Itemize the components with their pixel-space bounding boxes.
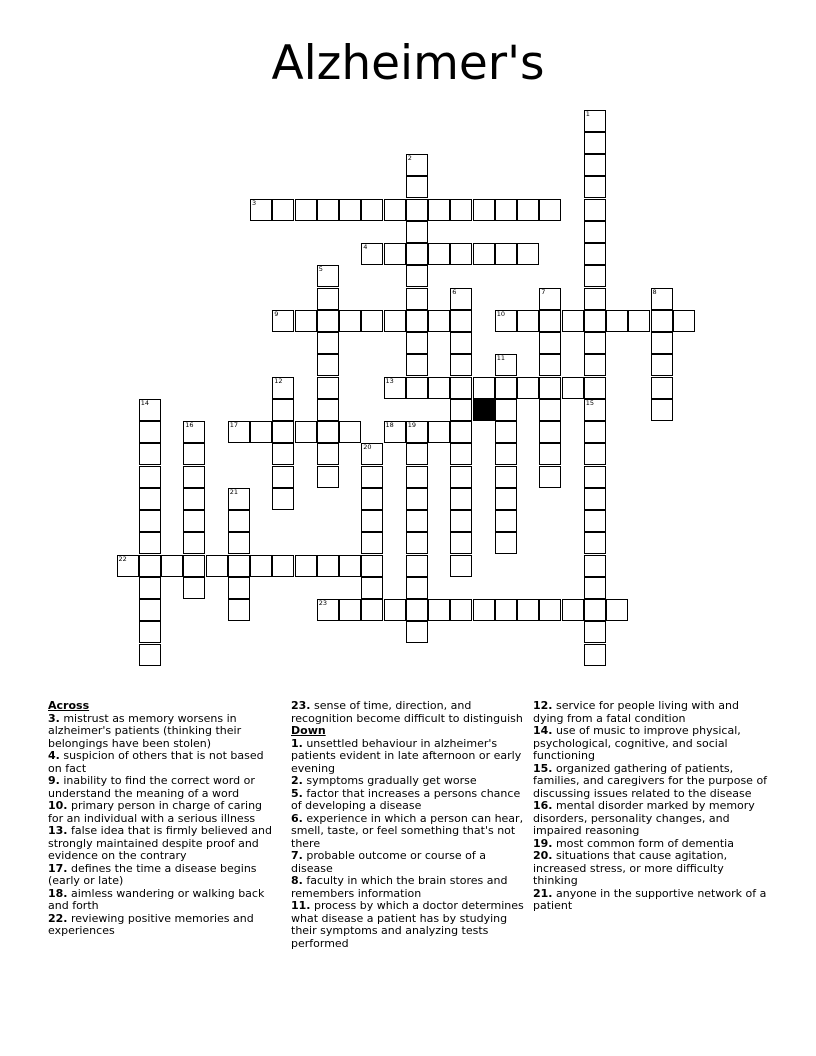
grid-cell[interactable] [272, 377, 294, 399]
clue-text: inability to find the correct word or understand the meaning of a word [48, 774, 255, 800]
clue-number: 23. [291, 699, 311, 712]
grid-cell[interactable] [339, 555, 361, 577]
down-clue-list [291, 738, 527, 951]
grid-cell[interactable] [361, 199, 383, 221]
clue-item [48, 863, 276, 888]
grid-cell[interactable] [450, 466, 472, 488]
grid-cell[interactable] [495, 599, 517, 621]
grid-cell[interactable] [584, 577, 606, 599]
grid-cell[interactable] [495, 510, 517, 532]
grid-cell[interactable] [450, 555, 472, 577]
grid-cell[interactable] [673, 310, 695, 332]
grid-cell[interactable] [406, 154, 428, 176]
grid-cell[interactable] [428, 599, 450, 621]
grid-cell[interactable] [584, 243, 606, 265]
clue-item [291, 700, 527, 725]
grid-cell[interactable] [651, 399, 673, 421]
grid-cell[interactable] [339, 599, 361, 621]
grid-cell[interactable] [339, 199, 361, 221]
grid-cell[interactable] [450, 354, 472, 376]
grid-cell[interactable] [651, 310, 673, 332]
across-heading: Across [48, 699, 90, 712]
grid-cell[interactable] [272, 310, 294, 332]
grid-cell[interactable] [361, 443, 383, 465]
grid-cell[interactable] [361, 532, 383, 554]
grid-cell[interactable] [384, 199, 406, 221]
grid-cell[interactable] [450, 377, 472, 399]
grid-cell[interactable] [517, 310, 539, 332]
grid-cell[interactable] [317, 310, 339, 332]
grid-cell[interactable] [450, 243, 472, 265]
grid-cell[interactable] [539, 288, 561, 310]
grid-cell[interactable] [339, 421, 361, 443]
cell-number: 15 [585, 398, 595, 407]
grid-cell[interactable] [539, 377, 561, 399]
clue-number: 4. [48, 749, 60, 762]
grid-cell[interactable] [584, 377, 606, 399]
clue-item [533, 850, 769, 888]
grid-cell[interactable] [272, 421, 294, 443]
clue-text: faculty in which the brain stores and remembers information [291, 874, 508, 900]
grid-cell[interactable] [406, 176, 428, 198]
grid-cell[interactable] [428, 310, 450, 332]
grid-cell[interactable] [495, 488, 517, 510]
grid-cell[interactable] [584, 555, 606, 577]
cell-number: 12 [274, 376, 283, 385]
clue-number: 5. [291, 786, 303, 800]
grid-cell[interactable] [317, 421, 339, 443]
grid-cell[interactable] [317, 354, 339, 376]
grid-cell[interactable] [495, 399, 517, 421]
clue-item [291, 875, 527, 900]
grid-cell[interactable] [406, 421, 428, 443]
grid-cell[interactable] [517, 243, 539, 265]
grid-cell[interactable] [450, 288, 472, 310]
cell-number: 5 [318, 265, 323, 274]
grid-cell[interactable] [584, 199, 606, 221]
grid-cell[interactable] [651, 354, 673, 376]
grid-cell[interactable] [139, 421, 161, 443]
clue-text: mistrust as memory worsens in alzheimer's patients (thinking their belongings have been stolen) [48, 711, 242, 750]
grid-cell[interactable] [317, 599, 339, 621]
grid-cell[interactable] [139, 466, 161, 488]
grid-cell[interactable] [495, 466, 517, 488]
clue-number: 12. [533, 699, 553, 712]
grid-cell[interactable] [584, 510, 606, 532]
grid-cell[interactable] [517, 199, 539, 221]
clue-item [533, 725, 769, 763]
clue-item [291, 738, 527, 776]
grid-cell[interactable] [183, 443, 205, 465]
clue-number: 22. [48, 911, 68, 925]
grid-cell[interactable] [495, 243, 517, 265]
grid-cell[interactable] [406, 243, 428, 265]
clue-item [533, 888, 769, 913]
clue-text: service for people living with and dying from a fatal condition [533, 699, 739, 725]
grid-cell[interactable] [272, 488, 294, 510]
grid-cell[interactable] [228, 532, 250, 554]
clue-item [533, 800, 769, 838]
clue-number: 2. [291, 774, 303, 787]
down-heading: Down [291, 724, 326, 737]
clue-item [291, 900, 527, 950]
cell-number: 8 [652, 287, 657, 296]
grid-cell[interactable] [139, 555, 161, 577]
clue-item [48, 713, 276, 751]
across-clue-list [48, 713, 276, 938]
clue-text: probable outcome or course of a disease [291, 849, 486, 875]
grid-cell[interactable] [651, 288, 673, 310]
grid-cell[interactable] [495, 310, 517, 332]
clue-text: use of music to improve physical, psychological, cognitive, and social functioning [533, 724, 741, 762]
grid-cell[interactable] [295, 199, 317, 221]
grid-cell[interactable] [117, 555, 139, 577]
clue-item [291, 850, 527, 875]
grid-cell[interactable] [495, 421, 517, 443]
clue-item [48, 775, 276, 800]
grid-cell[interactable] [183, 577, 205, 599]
grid-cell[interactable] [228, 510, 250, 532]
across-clue-list-continued [291, 700, 527, 725]
grid-cell[interactable] [317, 265, 339, 287]
grid-cell[interactable] [317, 555, 339, 577]
cell-number: 23 [318, 599, 328, 607]
grid-cell[interactable] [450, 421, 472, 443]
grid-cell[interactable] [406, 577, 428, 599]
grid-cell[interactable] [406, 221, 428, 243]
grid-cell[interactable] [250, 555, 272, 577]
cell-number: 4 [363, 243, 368, 251]
grid-cell[interactable] [272, 399, 294, 421]
grid-cell[interactable] [584, 488, 606, 510]
grid-cell[interactable] [361, 577, 383, 599]
cell-number: 11 [496, 354, 506, 363]
grid-cell[interactable] [584, 132, 606, 154]
grid-cell[interactable] [139, 532, 161, 554]
grid-cell[interactable] [450, 199, 472, 221]
cell-number: 19 [407, 421, 417, 429]
grid-cell[interactable] [139, 599, 161, 621]
clue-number: 16. [533, 799, 553, 812]
grid-cell[interactable] [295, 555, 317, 577]
cell-number: 9 [274, 309, 279, 318]
cell-number: 22 [118, 554, 127, 563]
grid-cell[interactable] [272, 443, 294, 465]
clue-text: organized gathering of patients, families, and caregivers for the purpose of discussing issues related to the disease [533, 761, 768, 800]
clue-number: 8. [291, 874, 303, 887]
grid-cell[interactable] [584, 154, 606, 176]
grid-cell[interactable] [539, 599, 561, 621]
grid-cell[interactable] [228, 555, 250, 577]
grid-cell[interactable] [406, 332, 428, 354]
grid-cell[interactable] [272, 555, 294, 577]
grid-cell[interactable] [473, 243, 495, 265]
clue-item [291, 788, 527, 813]
grid-cell[interactable] [539, 310, 561, 332]
grid-cell[interactable] [584, 310, 606, 332]
clue-text: mental disorder marked by memory disorders, personality changes, and impaired reasoning [533, 799, 755, 837]
clue-number: 14. [533, 724, 553, 737]
grid-cell[interactable] [272, 199, 294, 221]
grid-cell[interactable] [584, 288, 606, 310]
grid-cell[interactable] [228, 599, 250, 621]
grid-cell[interactable] [428, 199, 450, 221]
grid-cell[interactable] [539, 421, 561, 443]
grid-cell[interactable] [584, 110, 606, 132]
grid-cell[interactable] [406, 621, 428, 643]
grid-cell[interactable] [473, 599, 495, 621]
clue-text: suspicion of others that is not based on fact [48, 749, 264, 775]
down-clue-list-continued [533, 700, 769, 913]
grid-cell[interactable] [317, 199, 339, 221]
clue-item [533, 763, 769, 801]
grid-cell[interactable] [250, 199, 272, 221]
grid-cell[interactable] [406, 265, 428, 287]
grid-cell[interactable] [183, 510, 205, 532]
clue-text: aimless wandering or walking back and forth [48, 886, 265, 912]
grid-cell[interactable] [317, 288, 339, 310]
grid-cell[interactable] [139, 621, 161, 643]
grid-cell[interactable] [295, 310, 317, 332]
clue-text: defines the time a disease begins (early or late) [48, 861, 257, 887]
grid-cell[interactable] [361, 243, 383, 265]
grid-cell[interactable] [628, 310, 650, 332]
grid-cell[interactable] [450, 310, 472, 332]
grid-cell[interactable] [317, 332, 339, 354]
grid-cell[interactable] [539, 354, 561, 376]
grid-cell[interactable] [428, 377, 450, 399]
clue-number: 13. [48, 824, 68, 837]
clue-number: 9. [48, 774, 60, 787]
grid-cell[interactable] [450, 443, 472, 465]
clues-column-3 [533, 700, 769, 913]
grid-cell[interactable] [406, 510, 428, 532]
grid-cell[interactable] [562, 599, 584, 621]
clue-text: primary person in charge of caring for an individual with a serious illness [48, 799, 263, 825]
grid-cell[interactable] [317, 377, 339, 399]
grid-cell[interactable] [317, 466, 339, 488]
clue-number: 15. [533, 761, 553, 775]
grid-cell[interactable] [450, 510, 472, 532]
grid-cell[interactable] [406, 488, 428, 510]
clue-number: 18. [48, 886, 68, 900]
grid-cell[interactable] [584, 443, 606, 465]
grid-cell[interactable] [584, 621, 606, 643]
grid-cell[interactable] [406, 555, 428, 577]
grid-cell[interactable] [450, 599, 472, 621]
grid-cell[interactable] [384, 310, 406, 332]
cell-number: 14 [140, 398, 150, 407]
clue-item [48, 800, 276, 825]
grid-cell[interactable] [539, 399, 561, 421]
grid-cell[interactable] [317, 399, 339, 421]
clue-item [48, 750, 276, 775]
grid-cell[interactable] [183, 532, 205, 554]
clue-text: anyone in the supportive network of a patient [533, 886, 767, 912]
grid-cell[interactable] [361, 555, 383, 577]
clue-number: 1. [291, 736, 303, 750]
grid-cell[interactable] [562, 377, 584, 399]
grid-cell[interactable] [495, 354, 517, 376]
clues-column-1 [48, 700, 276, 938]
grid-cell[interactable] [584, 354, 606, 376]
cell-number: 21 [229, 487, 239, 496]
grid-cell[interactable] [361, 599, 383, 621]
grid-cell[interactable] [450, 488, 472, 510]
grid-cell[interactable] [584, 265, 606, 287]
grid-cell[interactable] [139, 443, 161, 465]
grid-cell[interactable] [183, 421, 205, 443]
grid-cell[interactable] [428, 243, 450, 265]
clue-number: 20. [533, 849, 553, 862]
cell-number: 7 [541, 287, 546, 296]
cell-number: 10 [496, 309, 506, 318]
grid-cell[interactable] [139, 644, 161, 666]
cell-number: 1 [585, 109, 590, 118]
cell-number: 18 [385, 421, 394, 429]
clue-text: process by which a doctor determines what disease a patient has by studying their symptoms and analyzing tests performed [291, 899, 524, 950]
grid-cell[interactable] [584, 421, 606, 443]
clue-item [533, 700, 769, 725]
cell-number: 16 [185, 421, 194, 429]
grid-cell[interactable] [406, 466, 428, 488]
grid-cell[interactable] [473, 199, 495, 221]
grid-cell[interactable] [406, 310, 428, 332]
grid-cell[interactable] [206, 555, 228, 577]
grid-cell[interactable] [139, 577, 161, 599]
clues-column-2 [291, 700, 527, 950]
grid-cell[interactable] [183, 555, 205, 577]
cell-number: 6 [452, 287, 457, 296]
clue-number: 17. [48, 861, 68, 875]
grid-cell[interactable] [450, 332, 472, 354]
grid-cell[interactable] [361, 510, 383, 532]
cell-number: 13 [385, 376, 394, 385]
cell-number: 17 [229, 421, 239, 429]
grid-cell[interactable] [272, 466, 294, 488]
grid-cell[interactable] [406, 199, 428, 221]
grid-cell[interactable] [406, 354, 428, 376]
grid-cell[interactable] [384, 377, 406, 399]
grid-cell[interactable] [606, 310, 628, 332]
clue-item [48, 888, 276, 913]
clue-item [48, 825, 276, 863]
clue-text: experience in which a person can hear, smell, taste, or feel something that's not there [291, 811, 524, 850]
grid-cell[interactable] [517, 599, 539, 621]
grid-cell[interactable] [584, 599, 606, 621]
grid-cell[interactable] [539, 332, 561, 354]
grid-cell[interactable] [584, 221, 606, 243]
clue-text: most common form of dementia [552, 836, 734, 850]
clue-number: 21. [533, 886, 553, 900]
grid-cell[interactable] [406, 288, 428, 310]
page-title: Alzheimer's [271, 36, 545, 91]
grid-cell[interactable] [139, 510, 161, 532]
grid-cell[interactable] [495, 443, 517, 465]
grid-cell[interactable] [139, 488, 161, 510]
grid-cell[interactable] [361, 466, 383, 488]
grid-cell[interactable] [539, 443, 561, 465]
grid-cell[interactable] [584, 466, 606, 488]
grid-cell[interactable] [495, 199, 517, 221]
grid-cell[interactable] [473, 377, 495, 399]
grid-cell[interactable] [539, 199, 561, 221]
grid-cell[interactable] [361, 310, 383, 332]
grid-cell[interactable] [406, 443, 428, 465]
clue-number: 7. [291, 849, 303, 862]
clue-text: reviewing positive memories and experiences [48, 911, 254, 937]
grid-cell[interactable] [562, 310, 584, 332]
grid-cell[interactable] [339, 310, 361, 332]
grid-cell[interactable] [651, 332, 673, 354]
clue-number: 11. [291, 899, 311, 912]
cell-number: 3 [252, 198, 257, 207]
clue-text: situations that cause agitation, increased stress, or more difficulty thinking [533, 849, 728, 887]
grid-cell[interactable] [651, 377, 673, 399]
clue-item [48, 913, 276, 938]
clue-text: sense of time, direction, and recognition become difficult to distinguish [291, 699, 523, 725]
clue-number: 10. [48, 799, 68, 812]
clue-number: 19. [533, 836, 553, 850]
grid-cell[interactable] [384, 599, 406, 621]
cell-number: 20 [363, 443, 372, 452]
grid-cell[interactable] [161, 555, 183, 577]
clue-number: 6. [291, 811, 303, 825]
grid-cell[interactable] [584, 644, 606, 666]
grid-cell[interactable] [295, 421, 317, 443]
grid-cell[interactable] [539, 466, 561, 488]
grid-cell[interactable] [495, 532, 517, 554]
clue-number: 3. [48, 711, 60, 725]
grid-cell[interactable] [250, 421, 272, 443]
grid-cell[interactable] [584, 332, 606, 354]
grid-cell[interactable] [584, 532, 606, 554]
grid-cell[interactable] [139, 399, 161, 421]
grid-cell[interactable] [584, 176, 606, 198]
grid-cell[interactable] [406, 599, 428, 621]
grid-cell[interactable] [384, 421, 406, 443]
grid-cell[interactable] [183, 488, 205, 510]
grid-cell[interactable] [495, 377, 517, 399]
grid-cell[interactable] [228, 421, 250, 443]
grid-cell[interactable] [183, 466, 205, 488]
grid-cell[interactable] [450, 532, 472, 554]
grid-cell[interactable] [428, 421, 450, 443]
grid-cell[interactable] [450, 399, 472, 421]
grid-block-cell [473, 399, 495, 421]
grid-cell[interactable] [606, 599, 628, 621]
grid-cell[interactable] [406, 532, 428, 554]
grid-cell[interactable] [517, 377, 539, 399]
grid-cell[interactable] [228, 488, 250, 510]
grid-cell[interactable] [406, 377, 428, 399]
clue-text: symptoms gradually get worse [302, 774, 477, 787]
clue-text: unsettled behaviour in alzheimer's patients evident in late afternoon or early evening [291, 736, 522, 775]
grid-cell[interactable] [361, 488, 383, 510]
clue-text: false idea that is firmly believed and strongly maintained despite proof and evidence on the contrary [48, 824, 272, 862]
grid-cell[interactable] [384, 243, 406, 265]
grid-cell[interactable] [584, 399, 606, 421]
cell-number: 2 [407, 154, 412, 162]
grid-cell[interactable] [317, 443, 339, 465]
grid-cell[interactable] [228, 577, 250, 599]
clue-text: factor that increases a persons chance of developing a disease [291, 786, 521, 812]
clue-item [291, 813, 527, 851]
